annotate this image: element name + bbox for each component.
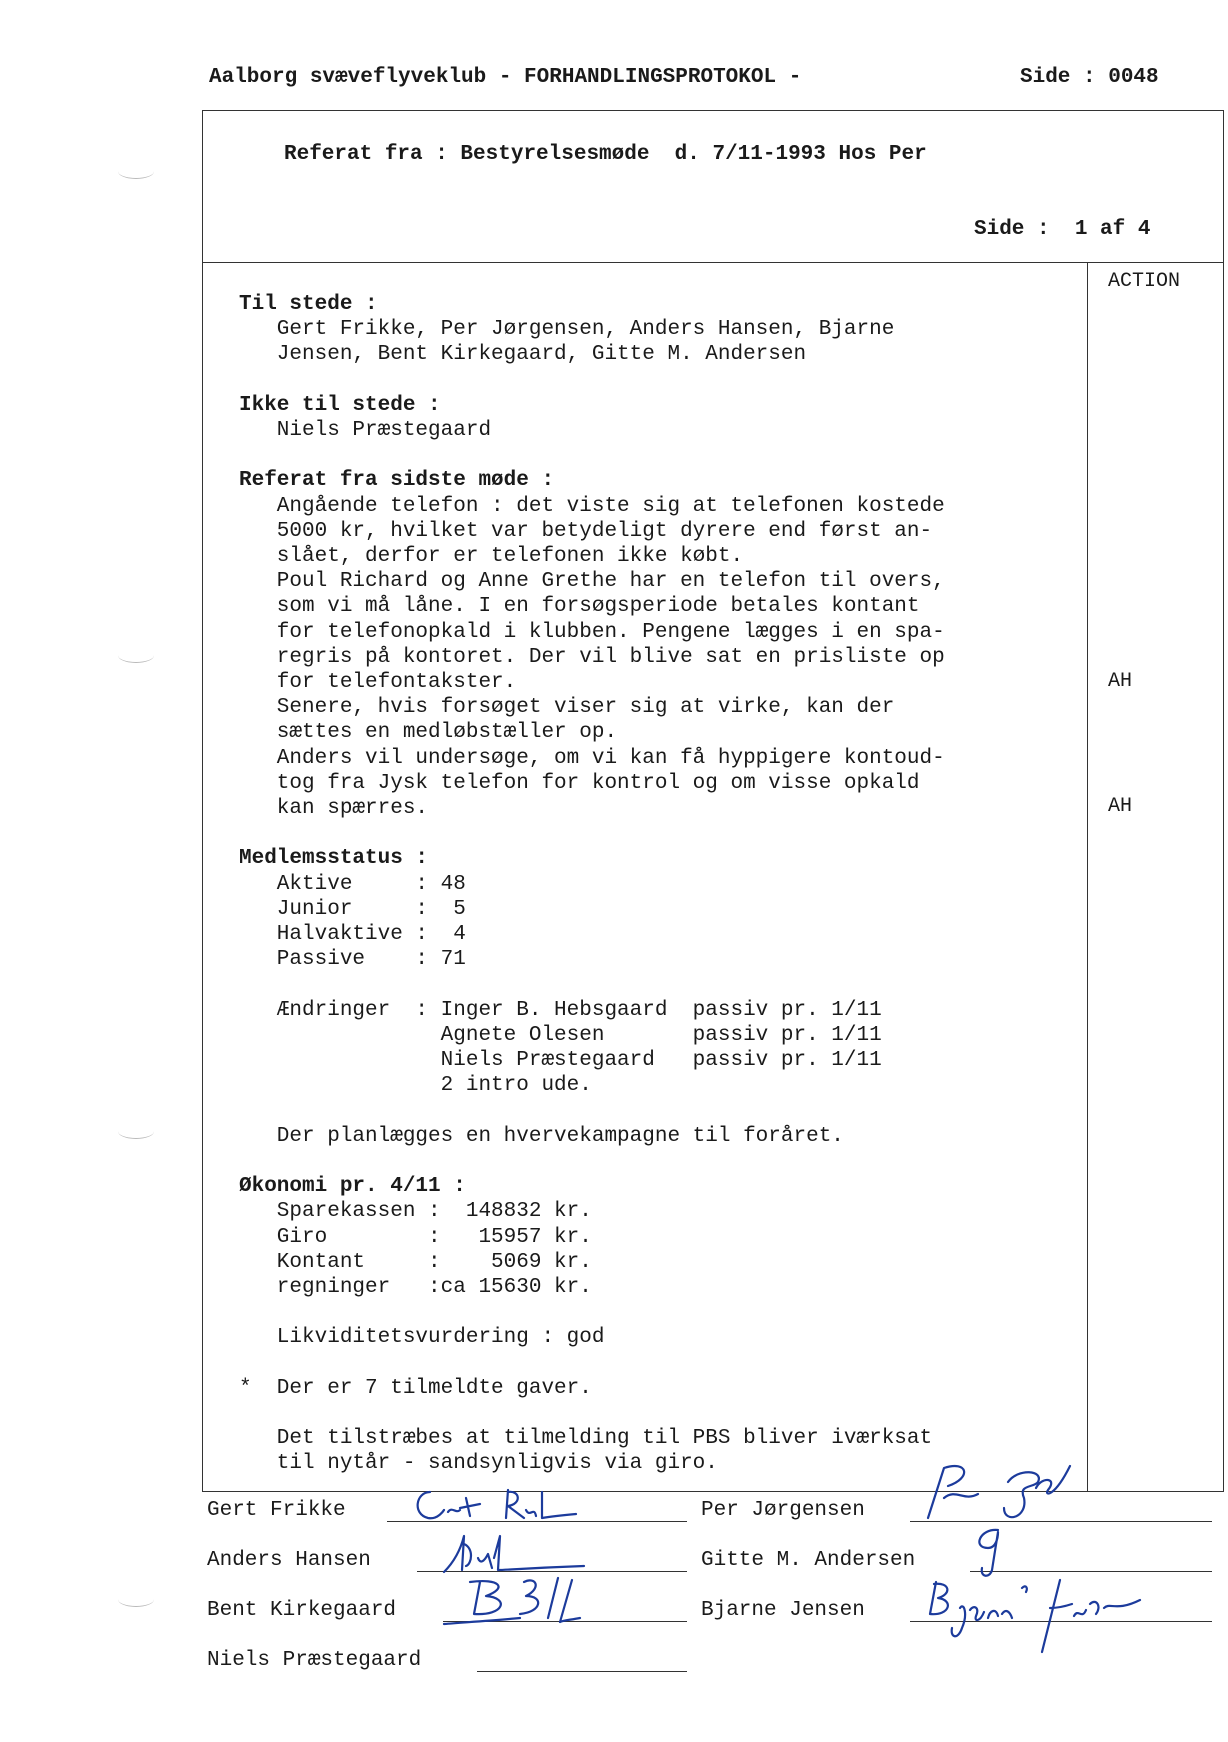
minutes-body — [239, 292, 945, 1477]
body-line: Sparekassen : 148832 kr. — [239, 1200, 592, 1224]
punch-hole-mark — [118, 1592, 154, 1607]
section-heading: Ikke til stede : — [239, 393, 441, 417]
handwritten-signature — [968, 1524, 1008, 1580]
body-line: Likviditetsvurdering : god — [239, 1326, 605, 1350]
body-line: 2 intro ude. — [239, 1074, 592, 1098]
body-line: Niels Præstegaard passiv pr. 1/11 — [239, 1049, 882, 1073]
body-line: Gert Frikke, Per Jørgensen, Anders Hansen, Bjarne — [239, 318, 895, 342]
body-line: Junior : 5 — [239, 897, 466, 921]
body-line: som vi må låne. I en forsøgsperiode betales kontant — [239, 595, 920, 619]
body-line: for telefonopkald i klubben. Pengene lægges i en spa- — [239, 620, 945, 644]
body-line: Der planlægges en hvervekampagne til foråret. — [239, 1124, 844, 1148]
body-line: Ændringer : Inger B. Hebsgaard passiv pr. 1/11 — [239, 998, 882, 1022]
punch-hole-mark — [118, 648, 154, 663]
body-line — [239, 972, 945, 997]
title-divider — [202, 262, 1224, 263]
body-line: Poul Richard og Anne Grethe har en telefon til overs, — [239, 570, 945, 594]
protocol-header: Aalborg svæveflyveklub - FORHANDLINGSPROTOKOL - — [209, 66, 802, 89]
section-heading: Til stede : — [239, 293, 378, 316]
body-line — [239, 443, 945, 468]
body-line — [239, 1300, 945, 1325]
body-line: sættes en medløbstæller op. — [239, 721, 618, 745]
body-line: Kontant : 5069 kr. — [239, 1250, 592, 1274]
handwritten-signature — [408, 1486, 588, 1526]
punch-hole-mark — [118, 1124, 154, 1139]
section-heading: Medlemsstatus : — [239, 847, 429, 871]
body-line: Senere, hvis forsøget viser sig at virke, kan der — [239, 696, 895, 720]
action-mark: AH — [1108, 670, 1133, 693]
meeting-title: Referat fra : Bestyrelsesmøde d. 7/11-1993 Hos Per — [284, 143, 927, 166]
body-line: Aktive : 48 — [239, 872, 466, 896]
body-line: regninger :ca 15630 kr. — [239, 1275, 592, 1299]
body-line: Jensen, Bent Kirkegaard, Gitte M. Andersen — [239, 343, 807, 367]
signature-label-gert-frikke: Gert Frikke — [207, 1499, 346, 1522]
referat-page-count: Side : 1 af 4 — [974, 218, 1151, 241]
section-heading: Referat fra sidste møde : — [239, 469, 555, 493]
action-column-header: ACTION — [1108, 270, 1181, 293]
body-line: slået, derfor er telefonen ikke købt. — [239, 545, 744, 569]
signature-line — [477, 1671, 687, 1672]
body-line — [239, 1401, 945, 1426]
signature-label-bjarne-jensen: Bjarne Jensen — [701, 1599, 865, 1622]
action-mark: AH — [1108, 795, 1133, 818]
protocol-page-number: Side : 0048 — [1020, 66, 1159, 89]
signature-label-gitte-andersen: Gitte M. Andersen — [701, 1549, 916, 1572]
action-column-divider — [1087, 262, 1088, 1491]
body-line: for telefontakster. — [239, 671, 517, 695]
signature-label-bent-kirkegaard: Bent Kirkegaard — [207, 1599, 397, 1622]
section-heading: Økonomi pr. 4/11 : — [239, 1175, 466, 1199]
body-line: Giro : 15957 kr. — [239, 1225, 592, 1249]
body-line — [239, 1099, 945, 1124]
body-line: tog fra Jysk telefon for kontrol og om visse opkald — [239, 771, 920, 795]
body-line: kan spærres. — [239, 797, 429, 821]
body-line: Niels Præstegaard — [239, 419, 492, 443]
punch-hole-mark — [118, 164, 154, 179]
body-line: Anders vil undersøge, om vi kan få hyppigere kontoud- — [239, 746, 945, 770]
body-line: regris på kontoret. Der vil blive sat en prisliste op — [239, 645, 945, 669]
body-line: Passive : 71 — [239, 948, 466, 972]
body-line: 5000 kr, hvilket var betydeligt dyrere end først an- — [239, 519, 933, 543]
body-line — [239, 368, 945, 393]
body-line: til nytår - sandsynligvis via giro. — [239, 1452, 718, 1476]
signature-label-per-jorgensen: Per Jørgensen — [701, 1499, 865, 1522]
handwritten-signature — [438, 1534, 588, 1576]
handwritten-signature — [910, 1578, 1150, 1656]
body-line — [239, 821, 945, 846]
signature-label-niels-praestegaard: Niels Præstegaard — [207, 1649, 422, 1672]
signature-label-anders-hansen: Anders Hansen — [207, 1549, 371, 1572]
body-line — [239, 1351, 945, 1376]
body-line: * Der er 7 tilmeldte gaver. — [239, 1376, 592, 1400]
handwritten-signature — [440, 1574, 590, 1632]
body-line: Halvaktive : 4 — [239, 923, 466, 947]
body-line — [239, 1149, 945, 1174]
body-line: Agnete Olesen passiv pr. 1/11 — [239, 1023, 882, 1047]
body-line: Angående telefon : det viste sig at telefonen kostede — [239, 494, 945, 518]
body-line: Det tilstræbes at tilmelding til PBS bliver iværksat — [239, 1427, 933, 1451]
handwritten-signature — [908, 1458, 1078, 1528]
